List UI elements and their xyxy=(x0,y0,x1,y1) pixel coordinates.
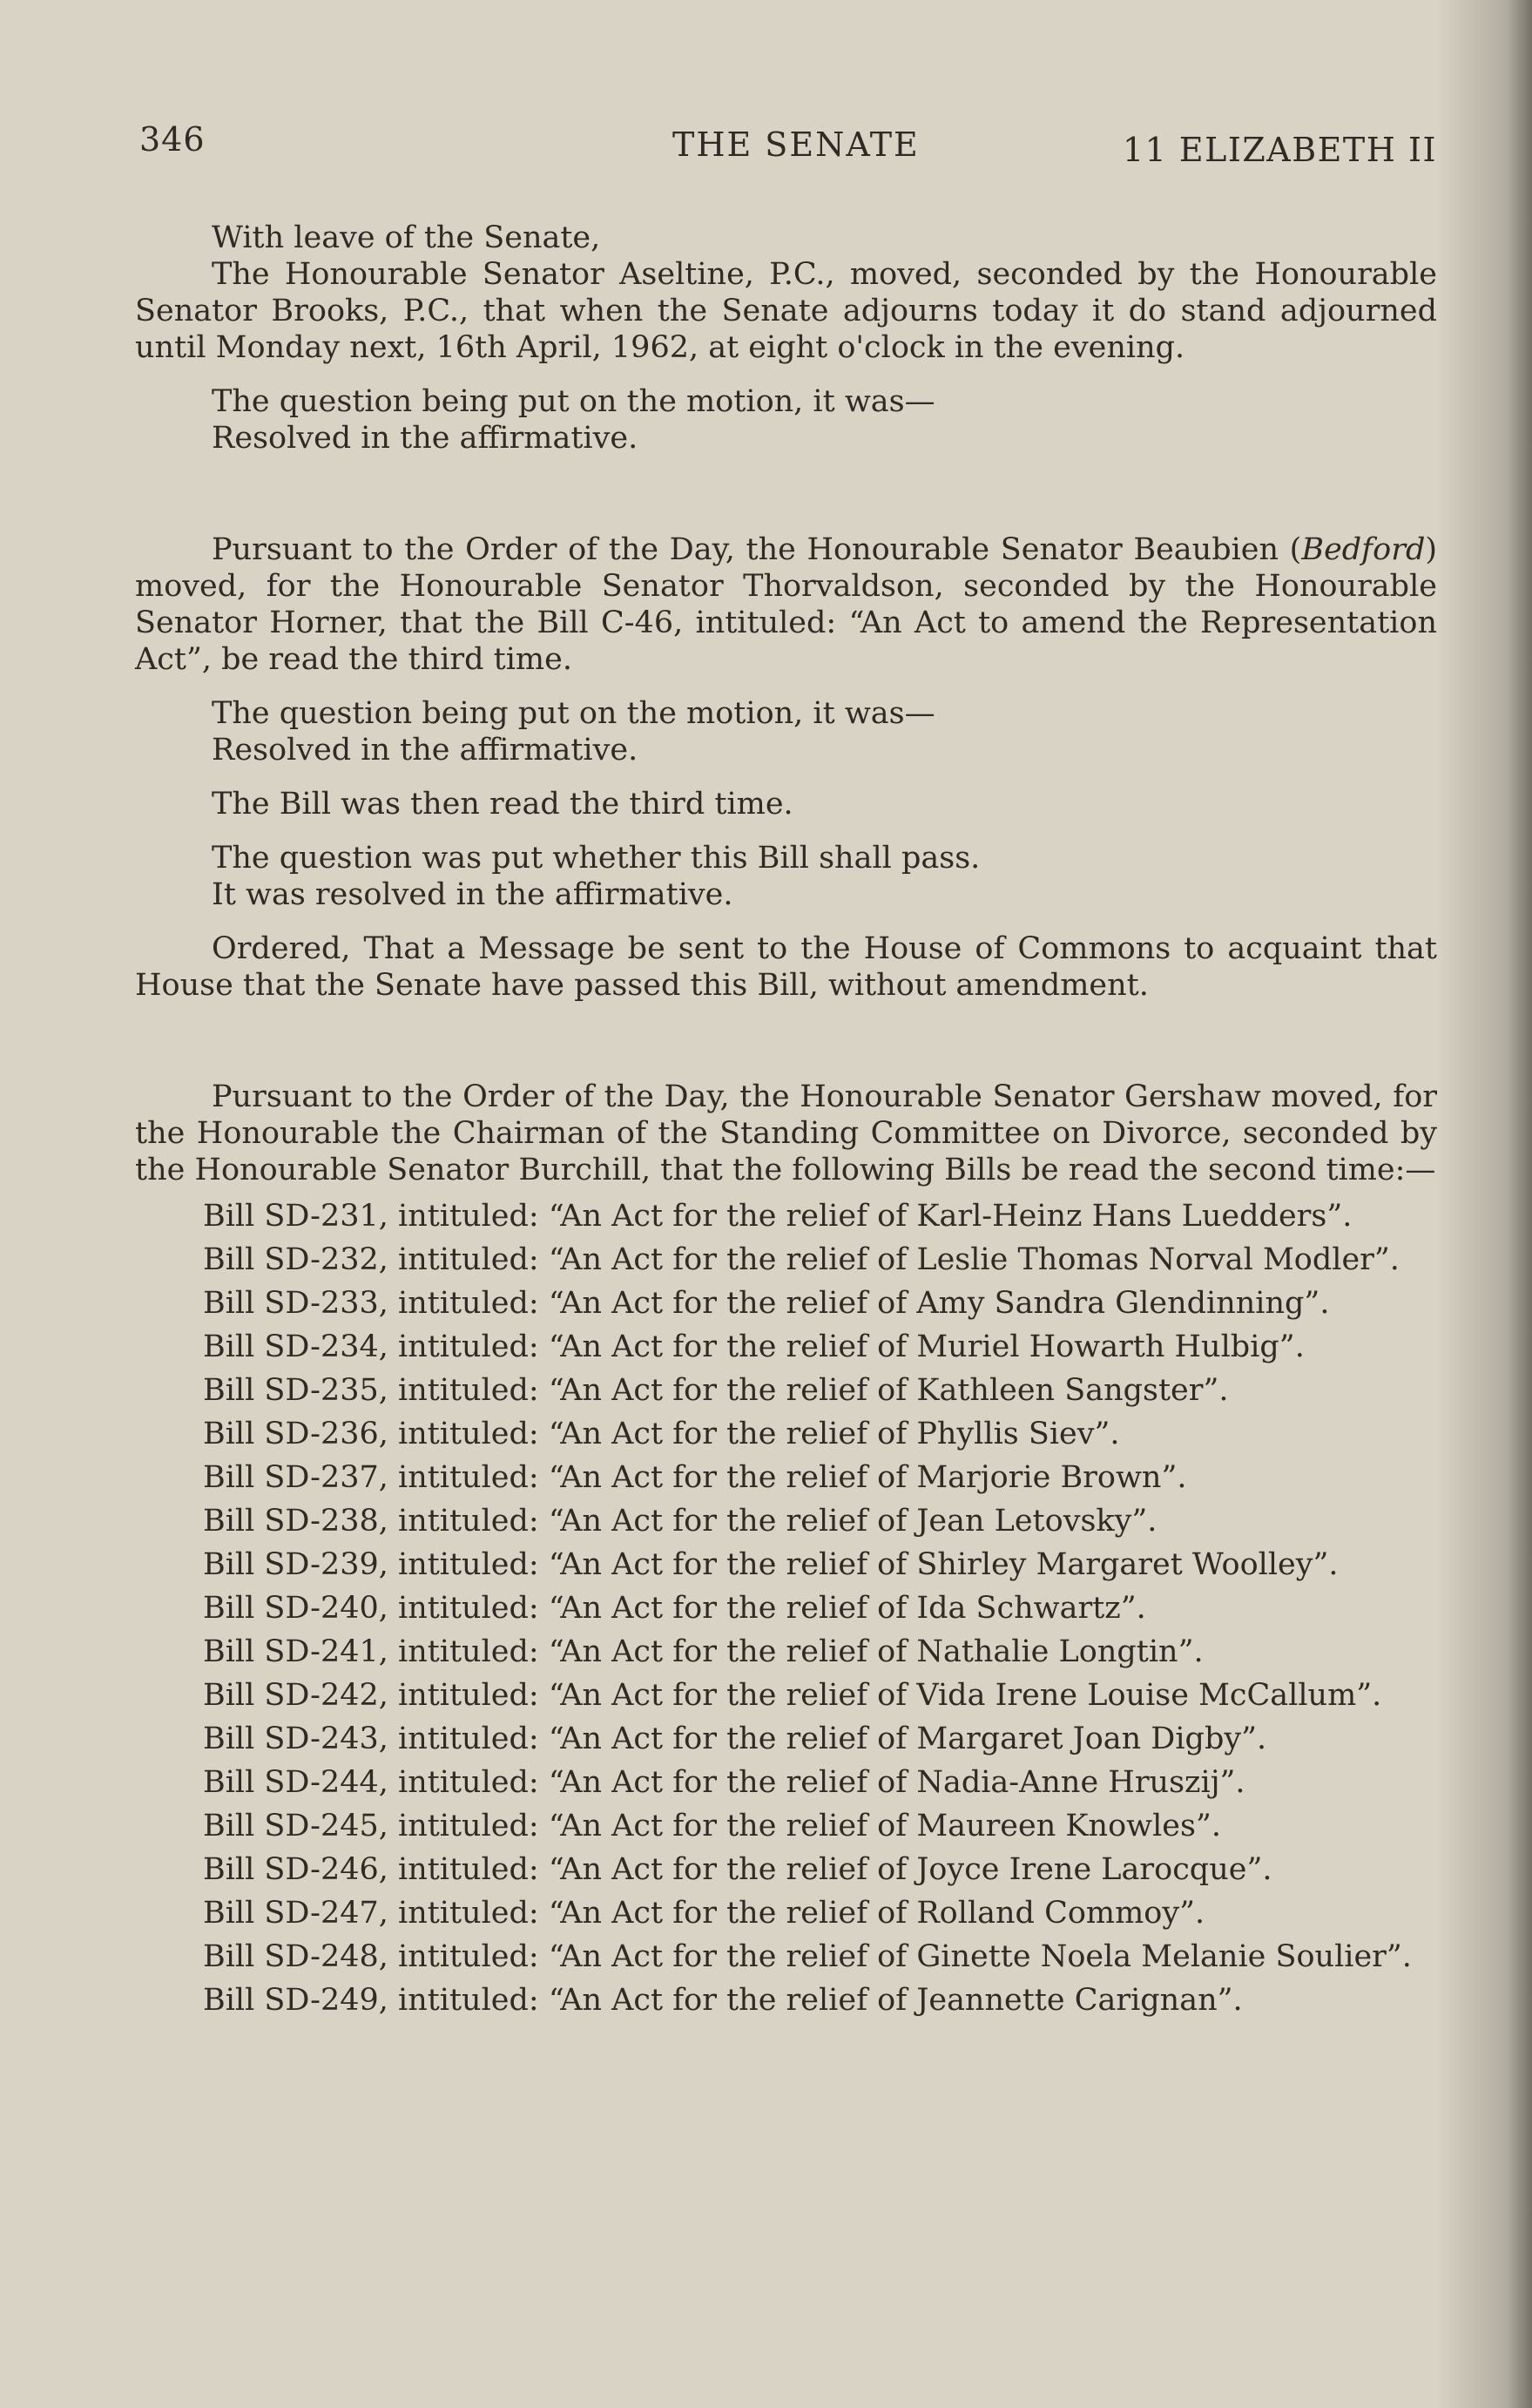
message-order: Ordered, That a Message be sent to the House of Commons to acquaint that House that the Senate have passed this Bill, without amendment. xyxy=(135,931,1437,1003)
bill-pass-question: The question was put whether this Bill shall pass. xyxy=(212,841,981,876)
bill-item: Bill SD-238, intituled: “An Act for the relief of Jean Letovsky”. xyxy=(203,1504,1157,1539)
page-header xyxy=(139,120,1437,169)
adjournment-resolved: Resolved in the affirmative. xyxy=(212,421,638,456)
regnal-year: 11 ELIZABETH II xyxy=(1122,131,1437,169)
page-body xyxy=(135,220,1437,2026)
bill-read-third-time: The Bill was then read the third time. xyxy=(212,787,793,822)
bill-list xyxy=(135,1199,1437,2019)
bill-item: Bill SD-233, intituled: “An Act for the relief of Amy Sandra Glendinning”. xyxy=(203,1286,1330,1321)
bill-item: Bill SD-244, intituled: “An Act for the relief of Nadia-Anne Hruszij”. xyxy=(203,1765,1245,1800)
bill-item: Bill SD-243, intituled: “An Act for the relief of Margaret Joan Digby”. xyxy=(203,1721,1267,1756)
bill-item: Bill SD-247, intituled: “An Act for the relief of Rolland Commoy”. xyxy=(203,1896,1205,1931)
bill-item: Bill SD-237, intituled: “An Act for the relief of Marjorie Brown”. xyxy=(203,1460,1187,1495)
bill-pass-resolved: It was resolved in the affirmative. xyxy=(212,877,733,912)
page-title: THE SENATE xyxy=(672,125,920,164)
third-reading-motion-part-a: Pursuant to the Order of the Day, the Honourable Senator Beaubien ( xyxy=(212,532,1302,567)
bill-item: Bill SD-235, intituled: “An Act for the relief of Kathleen Sangster”. xyxy=(203,1373,1229,1408)
bill-item: Bill SD-232, intituled: “An Act for the relief of Leslie Thomas Norval Modler”. xyxy=(203,1242,1400,1277)
third-reading-motion xyxy=(135,531,1437,678)
bill-item: Bill SD-249, intituled: “An Act for the relief of Jeannette Carignan”. xyxy=(203,1983,1243,2018)
third-reading-resolved: Resolved in the affirmative. xyxy=(212,733,638,768)
bill-item: Bill SD-239, intituled: “An Act for the relief of Shirley Margaret Woolley”. xyxy=(203,1547,1339,1582)
bill-item: Bill SD-245, intituled: “An Act for the relief of Maureen Knowles”. xyxy=(203,1809,1221,1843)
second-reading-motion: Pursuant to the Order of the Day, the Honourable Senator Gershaw moved, for the Honourable the Chairman of the Standing Committee on Divorce, seconded by the Honourable Senator Burchill, that the following Bills be read the second time:— xyxy=(135,1079,1437,1187)
bill-item: Bill SD-240, intituled: “An Act for the relief of Ida Schwartz”. xyxy=(203,1591,1146,1626)
bill-item: Bill SD-234, intituled: “An Act for the relief of Muriel Howarth Hulbig”. xyxy=(203,1329,1305,1364)
third-reading-motion-part-b: ) moved, for the Honourable Senator Thorvaldson, seconded by the Honourable Senator Horner, that the Bill C-46, intituled: “An Act to amend the Representation Act”, be read the third time. xyxy=(135,532,1437,677)
bill-item: Bill SD-248, intituled: “An Act for the relief of Ginette Noela Melanie Soulier”. xyxy=(203,1939,1412,1974)
adjournment-motion: The Honourable Senator Aseltine, P.C., moved, seconded by the Honourable Senator Brooks, P.C., that when the Senate adjourns today it do stand adjourned until Monday next, 16th April, 1962, at eight o'clock in the evening. xyxy=(135,257,1437,365)
bill-item: Bill SD-236, intituled: “An Act for the relief of Phyllis Siev”. xyxy=(203,1417,1120,1451)
third-reading-question: The question being put on the motion, it was— xyxy=(212,696,935,731)
third-reading-motion-italic: Bedford xyxy=(1301,532,1426,567)
bill-item: Bill SD-246, intituled: “An Act for the relief of Joyce Irene Larocque”. xyxy=(203,1852,1272,1887)
bill-item: Bill SD-231, intituled: “An Act for the relief of Karl-Heinz Hans Luedders”. xyxy=(203,1199,1353,1234)
adjournment-leave: With leave of the Senate, xyxy=(212,220,601,255)
bill-item: Bill SD-241, intituled: “An Act for the relief of Nathalie Longtin”. xyxy=(203,1634,1204,1669)
bill-item: Bill SD-242, intituled: “An Act for the relief of Vida Irene Louise McCallum”. xyxy=(203,1678,1382,1713)
adjournment-question: The question being put on the motion, it was— xyxy=(212,384,935,419)
page-number: 346 xyxy=(139,120,206,159)
